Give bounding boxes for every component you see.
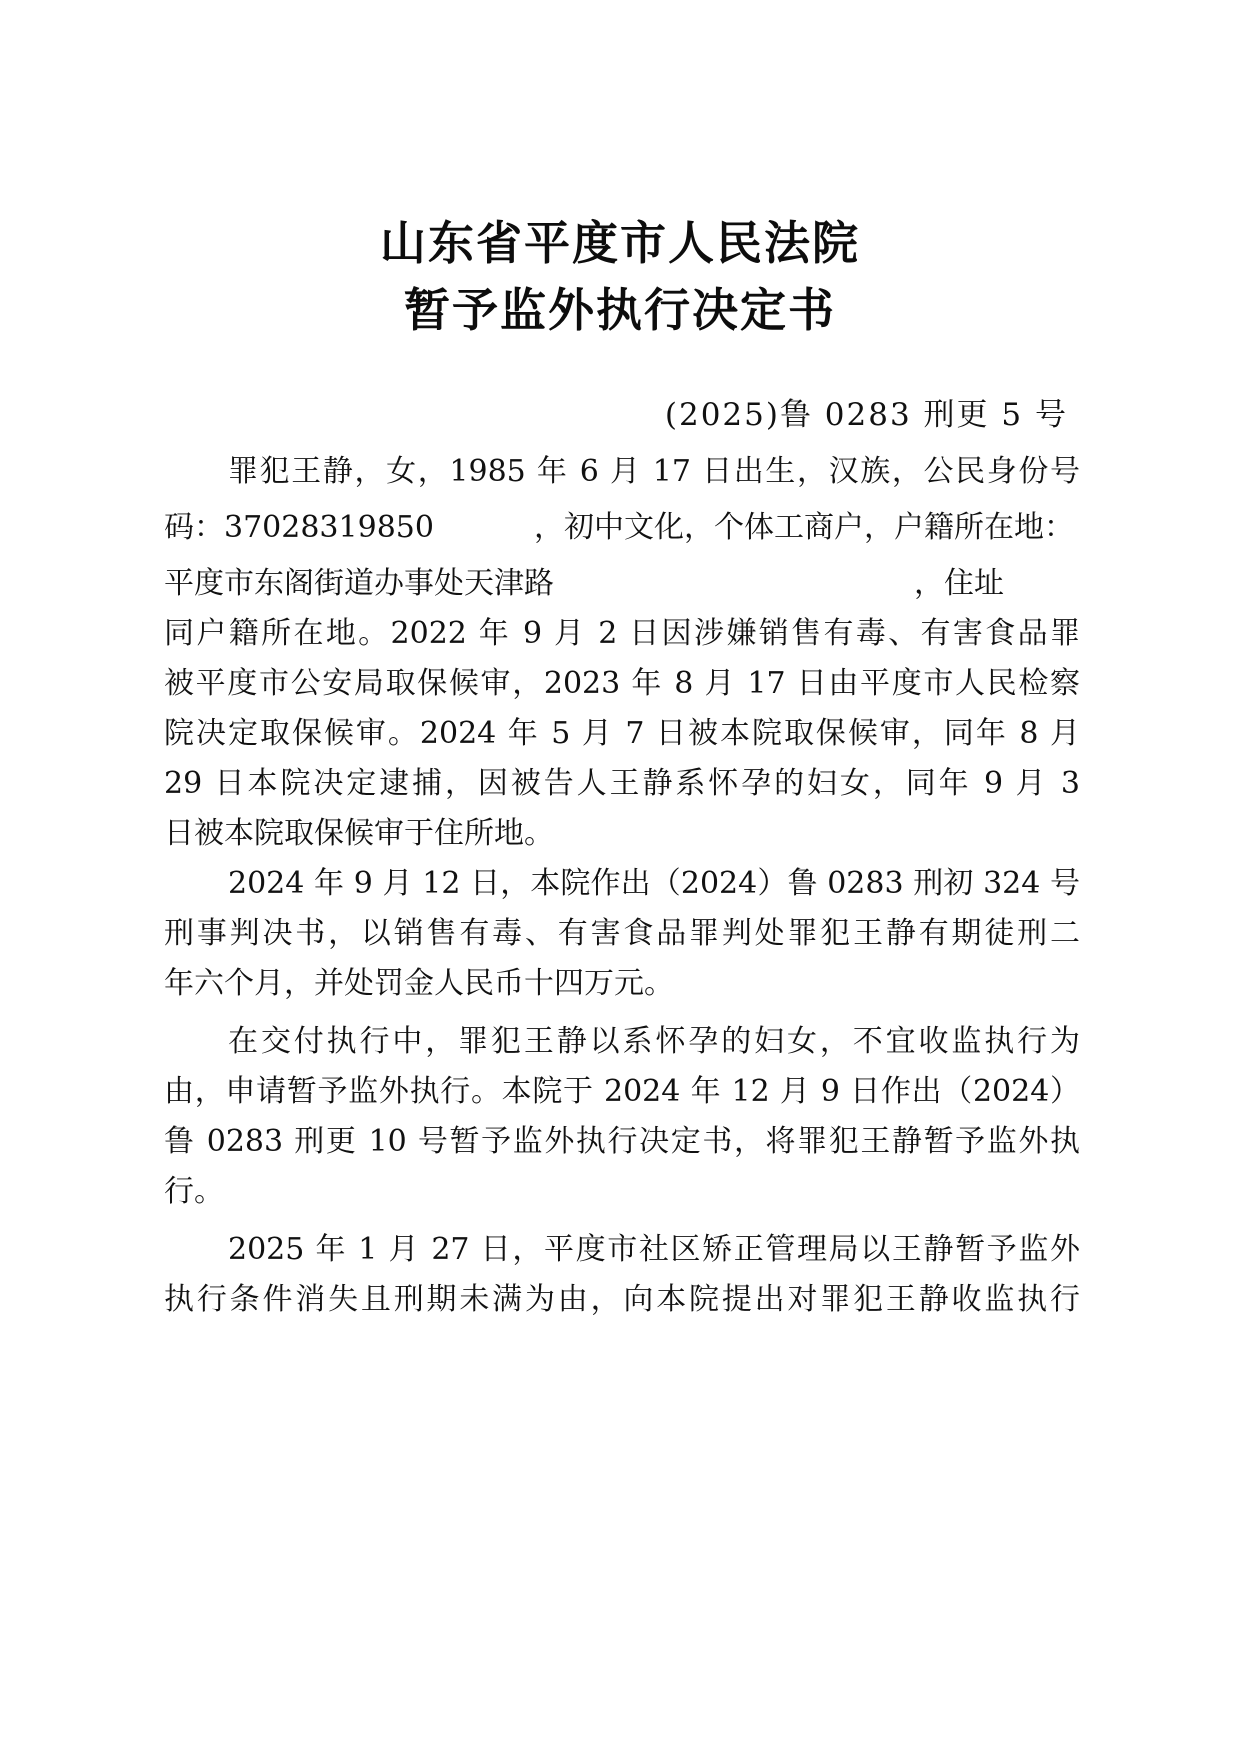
paragraph-1-line-6: 院决定取保候审。2024 年 5 月 7 日被本院取保候审，同年 8 月 <box>164 716 1080 751</box>
education-occupation-text: ，初中文化，个体工商户，户籍所在地： <box>533 510 1074 545</box>
paragraph-2-line-2: 刑事判决书，以销售有毒、有害食品罪判处罪犯王静有期徒刑二 <box>164 916 1080 951</box>
paragraph-1-line-2 <box>164 508 1080 548</box>
paragraph-2-line-3: 年六个月，并处罚金人民币十四万元。 <box>164 966 674 1001</box>
case-number: (2025)鲁 0283 刑更 5 号 <box>664 397 1068 433</box>
residence-label: ，住址 <box>914 566 1004 601</box>
paragraph-1-line-5: 被平度市公安局取保候审，2023 年 8 月 17 日由平度市人民检察 <box>164 666 1080 701</box>
address-text: 平度市东阁街道办事处天津路 <box>164 566 554 601</box>
id-number-text: 码：37028319850 <box>164 510 434 545</box>
court-name-title: 山东省平度市人民法院 <box>380 216 860 270</box>
paragraph-1-line-8: 日被本院取保候审于住所地。 <box>164 816 554 851</box>
paragraph-4-line-2: 执行条件消失且刑期未满为由，向本院提出对罪犯王静收监执行 <box>164 1282 1080 1317</box>
paragraph-3-line-1: 在交付执行中，罪犯王静以系怀孕的妇女，不宜收监执行为 <box>228 1024 1080 1059</box>
paragraph-3-line-3: 鲁 0283 刑更 10 号暂予监外执行决定书，将罪犯王静暂予监外执 <box>164 1124 1080 1159</box>
paragraph-3-line-2: 由，申请暂予监外执行。本院于 2024 年 12 月 9 日作出（2024） <box>164 1074 1080 1109</box>
paragraph-1-line-4: 同户籍所在地。2022 年 9 月 2 日因涉嫌销售有毒、有害食品罪 <box>164 616 1080 651</box>
paragraph-4-line-1: 2025 年 1 月 27 日，平度市社区矫正管理局以王静暂予监外 <box>228 1232 1080 1267</box>
paragraph-1-line-1: 罪犯王静，女，1985 年 6 月 17 日出生，汉族，公民身份号 <box>228 454 1080 489</box>
document-type-title: 暂予监外执行决定书 <box>404 283 836 337</box>
paragraph-3-line-4: 行。 <box>164 1174 224 1209</box>
paragraph-2-line-1: 2024 年 9 月 12 日，本院作出（2024）鲁 0283 刑初 324 号 <box>228 866 1080 901</box>
paragraph-1-line-7: 29 日本院决定逮捕，因被告人王静系怀孕的妇女，同年 9 月 3 <box>164 766 1080 801</box>
paragraph-1-line-3 <box>164 564 1080 604</box>
